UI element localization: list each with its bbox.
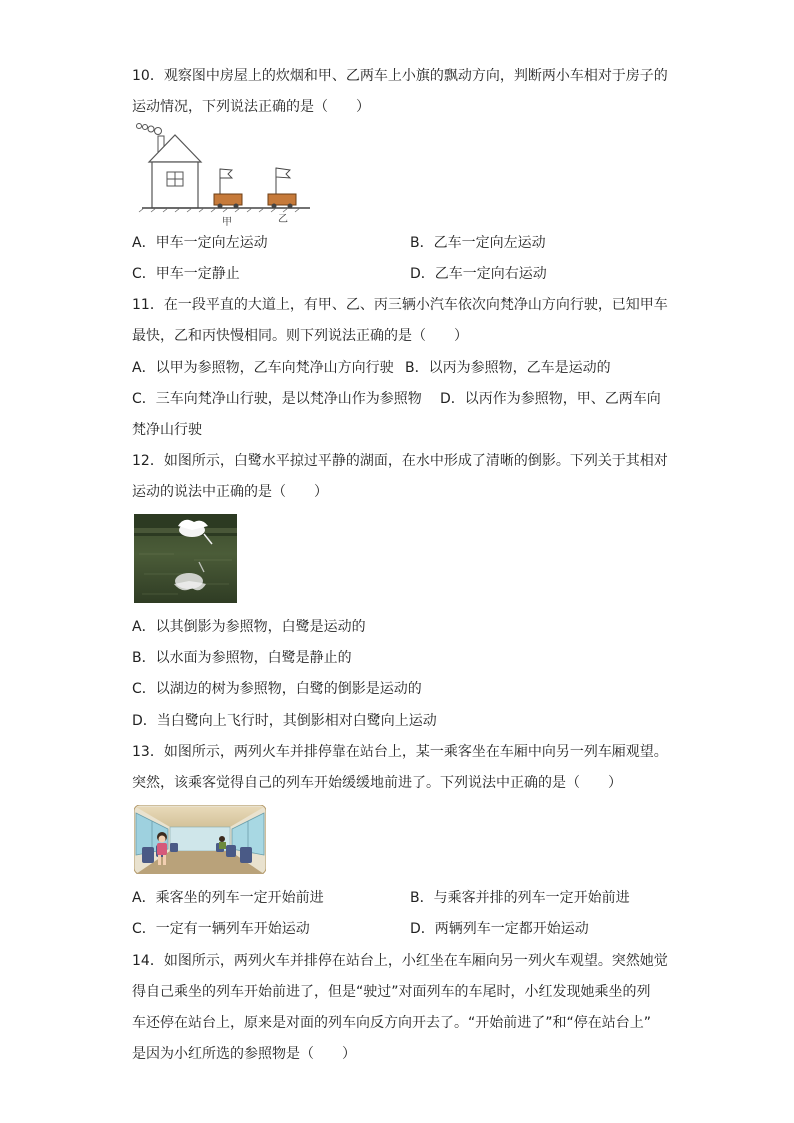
q11-option-c: C．三车向梵净山行驶，是以梵净山作为参照物 [132,391,422,407]
smoke-puff [155,128,162,135]
q13-option-b: B．与乘客并排的列车一定开始前进 [410,890,630,906]
smoke-puff [137,124,142,129]
q11-option-d-cont: 梵净山行驶 [132,422,202,438]
q13-option-d: D．两辆列车一定都开始运动 [410,921,589,937]
smoke-puff [143,125,148,130]
q11-stem-line-2: 最快，乙和丙快慢相同。则下列说法正确的是（ ） [132,328,468,344]
q11-option-a: A．以甲为参照物，乙车向梵净山方向行驶 [132,360,394,376]
q10-option-c: C．甲车一定静止 [132,266,240,282]
q10-stem-line-1: 10．观察图中房屋上的炊烟和甲、乙两车上小旗的飘动方向，判断两小车相对于房子的 [132,68,668,84]
q14-stem-line-3: 车还停在站台上，原来是对面的列车向反方向开去了。“开始前进了”和“停在站台上” [132,1015,652,1031]
q13-train-interior-image [134,805,266,874]
q13-option-a: A．乘客坐的列车一定开始前进 [132,890,324,906]
q10-option-b: B．乙车一定向左运动 [410,235,546,251]
cart-jia [214,169,242,209]
cart-yi [268,168,296,209]
smoke-puff [148,126,154,132]
q11-option-b: B．以丙为参照物，乙车是运动的 [405,360,611,376]
q13-stem-line-2: 突然，该乘客觉得自己的列车开始缓缓地前进了。下列说法中正确的是（ ） [132,775,622,791]
q12-egret-photo [134,514,237,603]
q14-stem-line-2: 得自己乘坐的列车开始前进了，但是“驶过”对面列车的车尾时，小红发现她乘坐的列 [132,984,651,1000]
q12-option-c: C．以湖边的树为参照物，白鹭的倒影是运动的 [132,681,422,697]
q12-stem-line-2: 运动的说法中正确的是（ ） [132,484,328,500]
q14-stem-line-1: 14．如图所示，两列火车并排停在站台上，小红坐在车厢向另一列火车观望。突然她觉 [132,953,668,969]
q12-stem-line-1: 12．如图所示，白鹭水平掠过平静的湖面，在水中形成了清晰的倒影。下列关于其相对 [132,453,668,469]
q10-option-a: A．甲车一定向左运动 [132,235,268,251]
flag-jia [220,169,232,178]
q12-option-a: A．以其倒影为参照物，白鹭是运动的 [132,619,366,635]
q14-stem-line-4: 是因为小红所选的参照物是（ ） [132,1046,356,1062]
q13-option-c: C．一定有一辆列车开始运动 [132,921,310,937]
q10-option-d: D．乙车一定向右运动 [410,266,547,282]
flag-yi [276,168,290,178]
q12-option-d: D．当白鹭向上飞行时，其倒影相对白鹭向上运动 [132,713,437,729]
q11-stem-line-1: 11．在一段平直的大道上，有甲、乙、丙三辆小汽车依次向梵净山方向行驶，已知甲车 [132,297,668,313]
label-jia: 甲 [222,217,232,228]
label-yi: 乙 [278,214,288,225]
q10-stem-line-2: 运动情况，下列说法正确的是（ ） [132,99,370,115]
q11-option-d: D．以丙作为参照物，甲、乙两车向 [440,391,661,407]
q12-option-b: B．以水面为参照物，白鹭是静止的 [132,650,352,666]
house-roof [149,135,201,162]
q13-stem-line-1: 13．如图所示，两列火车并排停靠在站台上，某一乘客坐在车厢中向另一列车厢观望。 [132,744,668,760]
q10-figure [132,122,317,228]
